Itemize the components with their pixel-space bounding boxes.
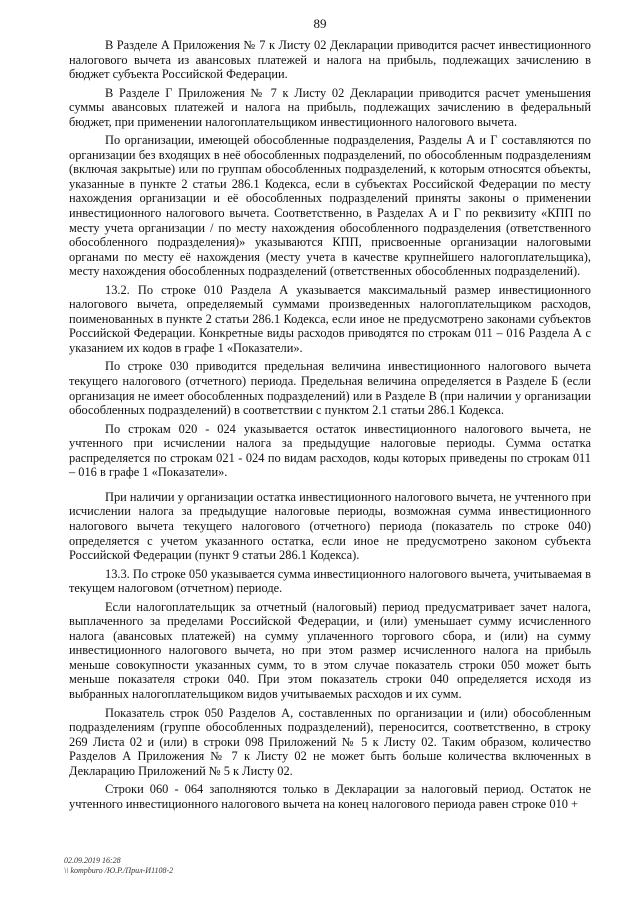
paragraph: В Разделе Г Приложения № 7 к Листу 02 Декларации приводится расчет уменьшения суммы авансовых платежей и налога на прибыль, подлежащих зачислению в федеральный бюджет, при применении налогоплательщиком инвестиционного налогового вычета. <box>69 85 591 129</box>
paragraph: Показатель строк 050 Разделов А, составленных по организации и (или) обособленным подразделениям (группе обособленных подразделений), переносится, соответственно, в строку 269 Листа 02 и (или) в строки 098 Приложений № 5 к Листу 02. Таким образом, количество Разделов А Приложения № 7 к Листу 02 не может быть больше количества включенных в Декларацию Приложений № 5 к Листу 02. <box>69 705 591 778</box>
paragraph: По строке 030 приводится предельная величина инвестиционного налогового вычета текущего налогового (отчетного) периода. Предельная величина определяется в Разделе Б (если организация не имеет обособленных подразделений) или в Разделе В (при наличии у организации обособленных подразделений) в соответствии с пунктом 2.1 статьи 286.1 Кодекса. <box>69 359 591 418</box>
footer-file-path: \\ kompburo /Ю.Р./Прил-И1108-2 <box>64 866 174 875</box>
paragraph: При наличии у организации остатка инвестиционного налогового вычета, не учтенного при исчислении налога за предыдущие налоговые периоды, возможная сумма инвестиционного налогового вычета текущего налогового (отчетного) периода (показатель по строке 040) определяется с учетом указанного остатка, если иное не предусмотрено законом субъекта Российской Федерации (пункт 9 статьи 286.1 Кодекса). <box>69 489 591 563</box>
paragraph: По организации, имеющей обособленные подразделения, Разделы А и Г составляются по организации без входящих в неё обособленных подразделений, по обособленным подразделениям (включая закрытые) или по группам обособленных подразделений, к которым относятся объекты, указанные в пункте 2 статьи 286.1 Кодекса, если в субъектах Российской Федерации по месту нахождения организации и её обособленных подразделений приняты законы о применении инвестиционного налогового вычета. Соответственно, в Разделах А и Г по реквизиту «КПП по месту учета организации / по месту нахождения обособленного подразделения (ответственного обособленного подразделения)» указываются КПП, присвоенные организации налоговыми органами по месту её нахождения (месту учета в качестве крупнейшего налогоплательщика), месту нахождения обособленных подразделений (ответственных обособленных подразделений). <box>69 133 591 279</box>
paragraph: В Разделе А Приложения № 7 к Листу 02 Декларации приводится расчет инвестиционного налогового вычета из авансовых платежей и налога на прибыль, подлежащих зачислению в бюджет субъекта Российской Федерации. <box>69 38 591 82</box>
footer-date: 02.09.2019 16:28 <box>64 856 121 865</box>
paragraph: Если налогоплательщик за отчетный (налоговый) период предусматривает зачет налога, выплаченного за пределами Российской Федерации, и (или) уменьшает сумму исчисленного налога (авансовых платежей) на сумму уплаченного торгового сбора, и (или) на сумму инвестиционного налогового вычета, но при этом размер исчисленного налога на прибыль меньше совокупности указанных сумм, то в этом случае показатель строки 050 может быть меньше показателя строки 040. При этом показатель строки 040 определяется исходя из выбранных налогоплательщиком видов учитываемых расходов и их сумм. <box>69 599 591 701</box>
page-number: 89 <box>313 16 327 31</box>
footer <box>64 856 173 876</box>
paragraph: 13.3. По строке 050 указывается сумма инвестиционного налогового вычета, учитываемая в текущем налоговом (отчетном) периоде. <box>69 566 591 596</box>
document-body <box>69 38 591 811</box>
paragraph: Строки 060 - 064 заполняются только в Декларации за налоговый период. Остаток не учтенного инвестиционного налогового вычета на конец налогового периода равен строке 010 + <box>69 782 591 811</box>
paragraph: 13.2. По строке 010 Раздела А указывается максимальный размер инвестиционного налогового вычета, определяемый суммами произведенных налогоплательщиком расходов, поименованных в пункте 2 статьи 286.1 Кодекса, если иное не предусмотрено законами субъектов Российской Федерации. Конкретные виды расходов приводятся по строкам 011 – 016 Раздела А с указанием их кодов в графе 1 «Показатели». <box>69 282 591 355</box>
paragraph: По строкам 020 - 024 указывается остаток инвестиционного налогового вычета, не учтенного при исчислении налога за предыдущие налоговые периоды. Сумма остатка распределяется по строкам 021 - 024 по видам расходов, коды которых приведены по строкам 011 – 016 в графе 1 «Показатели». <box>69 421 591 480</box>
